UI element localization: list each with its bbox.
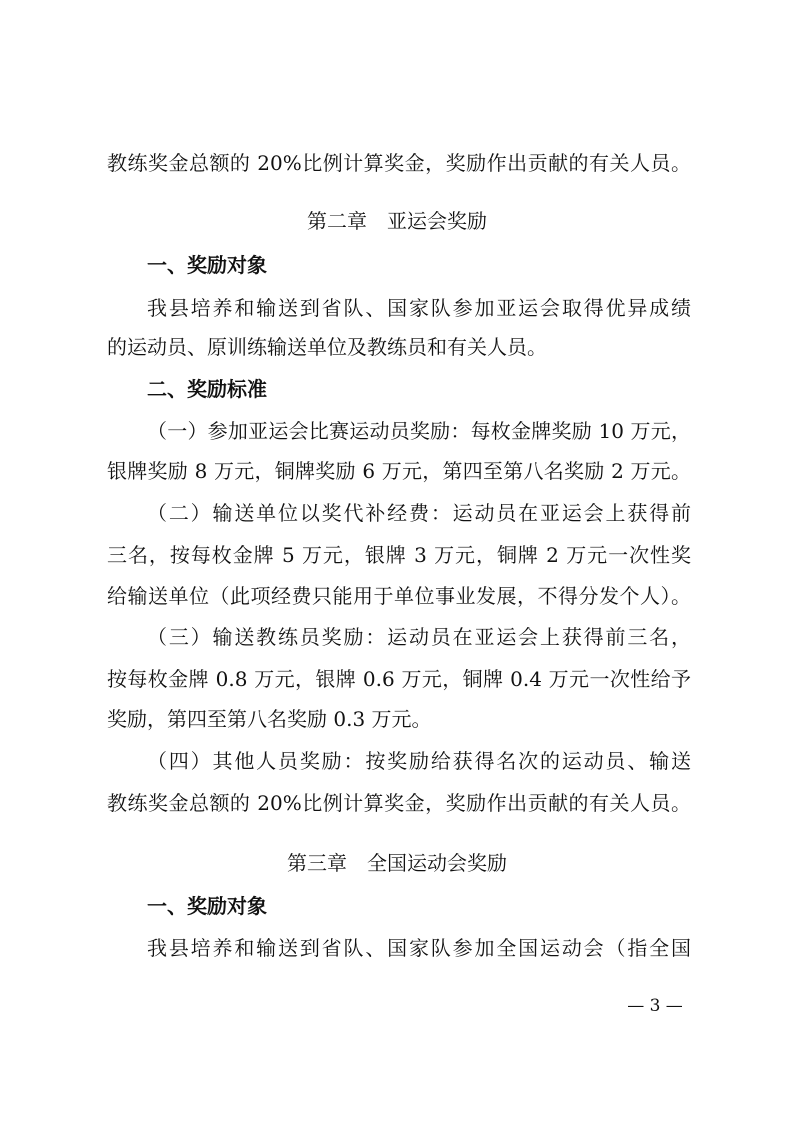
body-text-line: 我县培养和输送到省队、国家队参加全国运动会（指全国: [147, 936, 691, 960]
page-number: — 3 —: [627, 996, 683, 1016]
body-text-line: （四）其他人员奖励：按奖励给获得名次的运动员、输送: [147, 749, 691, 773]
body-text-line: 给输送单位（此项经费只能用于单位事业发展，不得分发个人）。: [107, 584, 691, 608]
body-text-line: （一）参加亚运会比赛运动员奖励：每枚金牌奖励 10 万元，: [147, 419, 691, 443]
body-text-line: 奖励，第四至第八名奖励 0.3 万元。: [107, 707, 432, 731]
chapter-2-section-2-heading: 二、奖励标准: [147, 377, 267, 401]
body-text-line: 的运动员、原训练输送单位及教练员和有关人员。: [107, 335, 547, 359]
body-text-line: 银牌奖励 8 万元，铜牌奖励 6 万元，第四至第八名奖励 2 万元。: [107, 459, 691, 483]
body-text-line: 教练奖金总额的 20%比例计算奖金，奖励作出贡献的有关人员。: [107, 151, 691, 175]
chapter-3-title: 第三章 全国运动会奖励: [287, 851, 507, 875]
body-text-line: 我县培养和输送到省队、国家队参加亚运会取得优异成绩: [147, 296, 691, 320]
body-text-line: 教练奖金总额的 20%比例计算奖金，奖励作出贡献的有关人员。: [107, 791, 691, 815]
chapter-2-section-1-heading: 一、奖励对象: [147, 253, 267, 277]
body-text-line: （三）输送教练员奖励：运动员在亚运会上获得前三名，: [147, 625, 691, 649]
chapter-3-section-1-heading: 一、奖励对象: [147, 894, 267, 918]
body-text-line: （二）输送单位以奖代补经费：运动员在亚运会上获得前: [147, 501, 691, 525]
body-text-line: 按每枚金牌 0.8 万元，银牌 0.6 万元，铜牌 0.4 万元一次性给予: [107, 667, 691, 691]
body-text-line: 三名，按每枚金牌 5 万元，银牌 3 万元，铜牌 2 万元一次性奖: [107, 543, 691, 567]
chapter-2-title: 第二章 亚运会奖励: [307, 209, 487, 233]
